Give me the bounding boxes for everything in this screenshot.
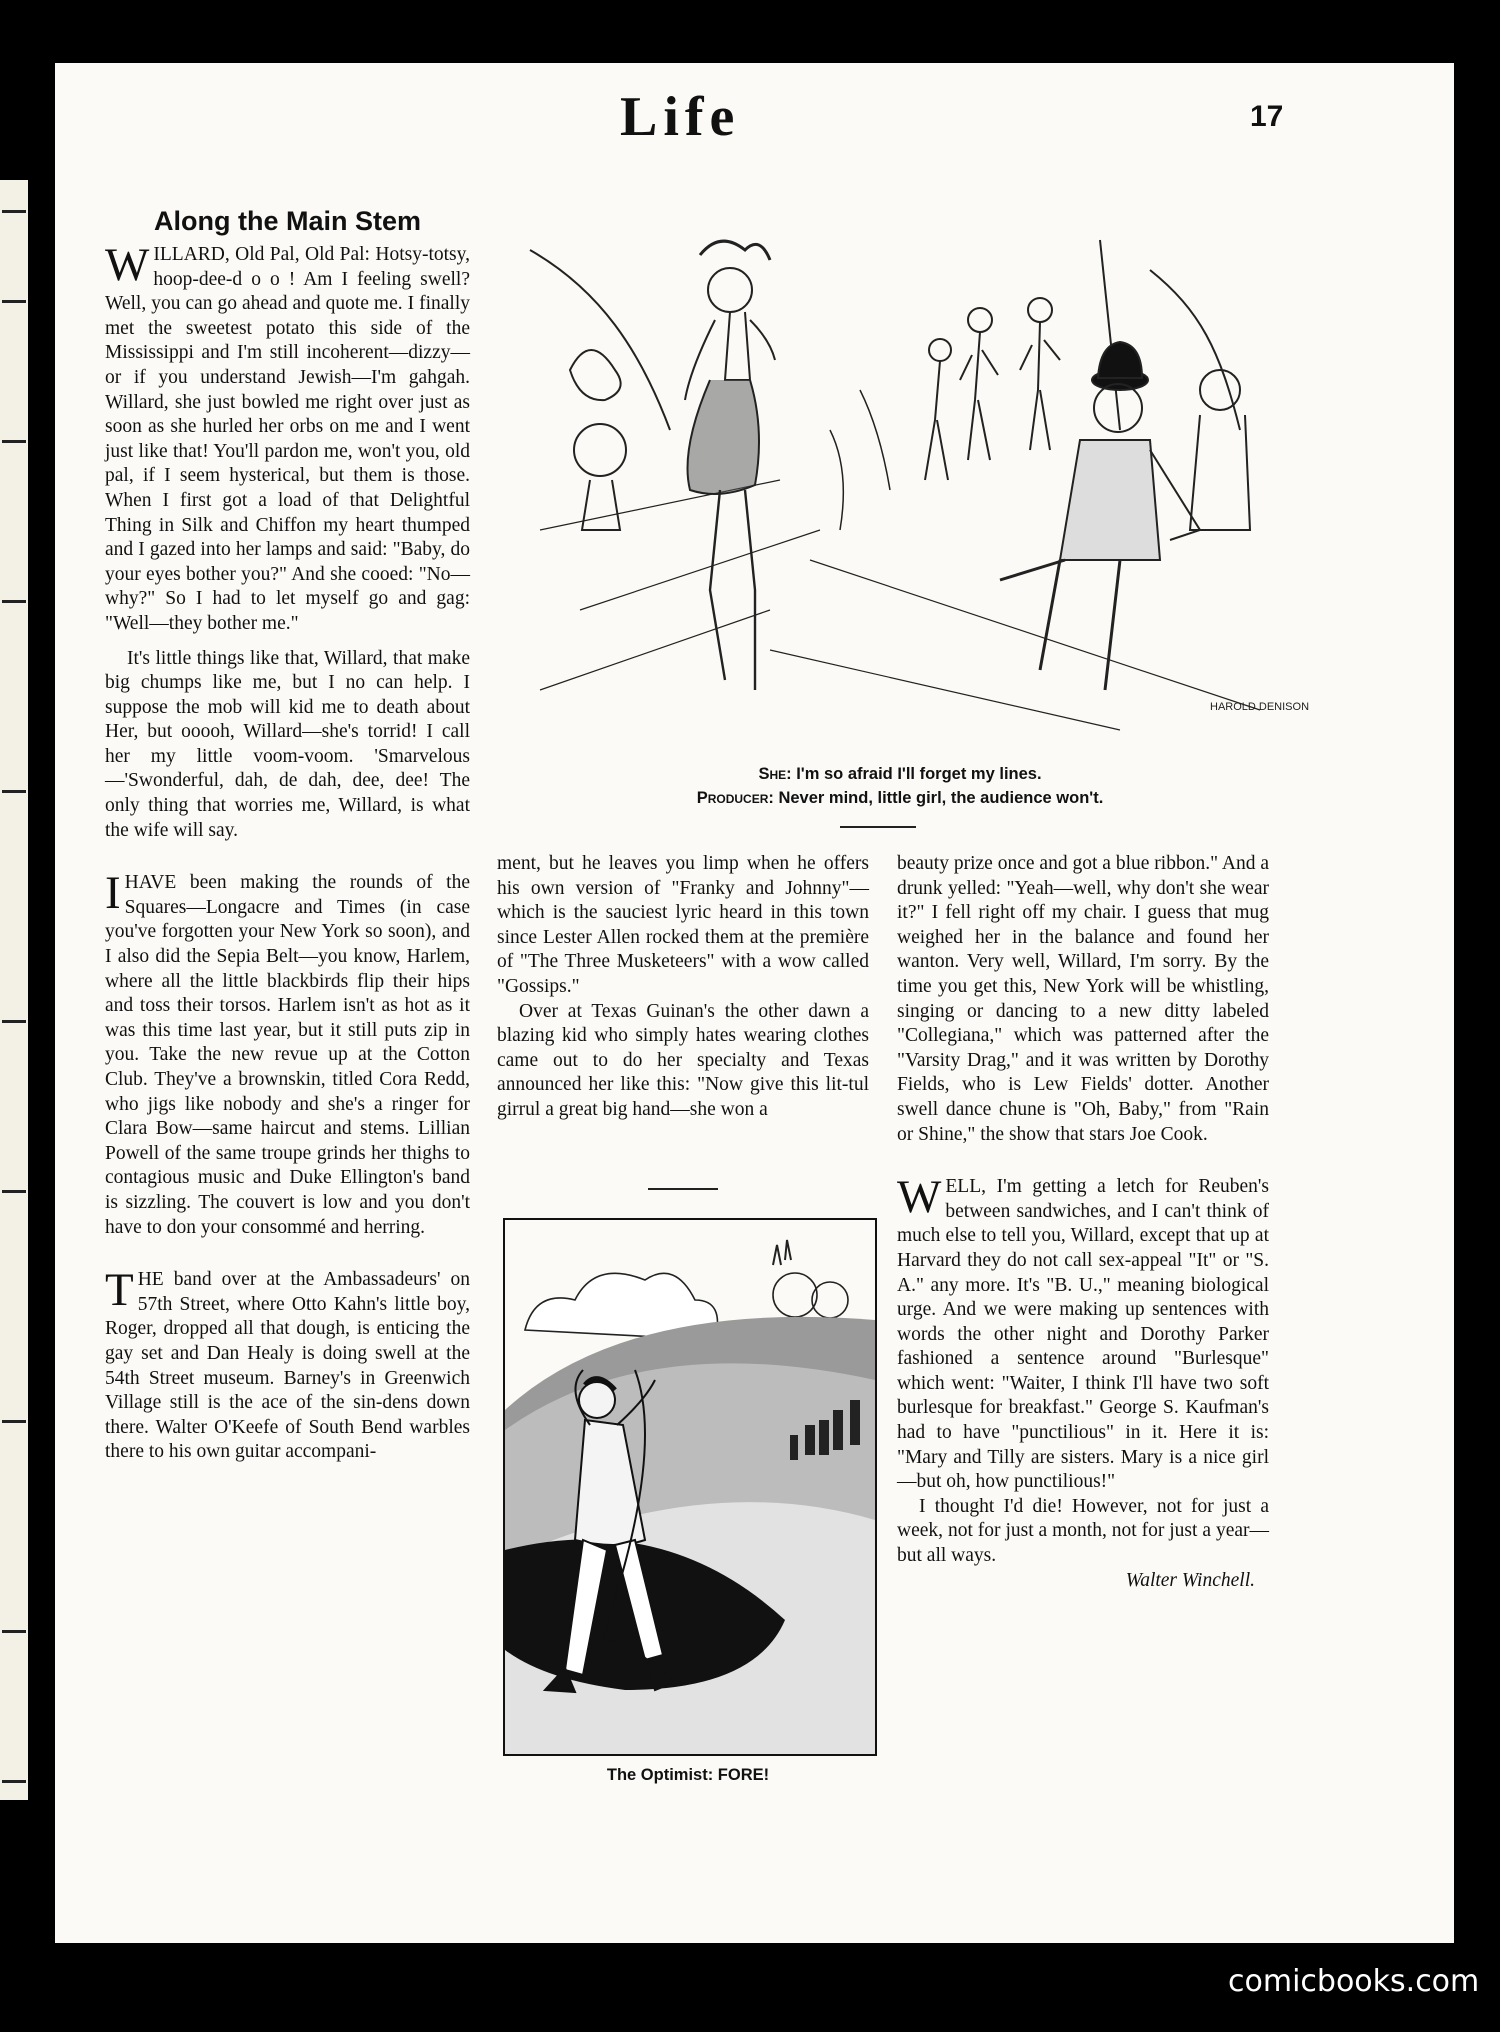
article-column-2 <box>497 852 869 1123</box>
article-title: Along the Main Stem <box>153 206 421 236</box>
adjacent-page-edge <box>0 180 28 1800</box>
caption-text: Never mind, little girl, the audience won't. <box>778 789 1104 807</box>
artist-signature: HAROLD DENISON <box>1210 701 1310 713</box>
site-watermark: comicbooks.com <box>1228 1964 1480 1999</box>
drop-cap: I <box>105 867 121 920</box>
paragraph: THE band over at the Ambassadeurs' on 57th Street, where Otto Kahn's little boy, Roger, dropped all that dough, is enticing the gay set and Dan Healy is doing swell at the 54th Street museum. Barney's in Greenwich Village still is the ace of the sin-dens down there. Walter O'Keefe of South Bend warbles there to his own guitar accompani- <box>105 1264 470 1463</box>
paragraph: WELL, I'm getting a letch for Reuben's between sandwiches, and I can't think of much else to tell you, Willard, except that up at Harvard they do not call sex-appeal "It" or "S. A." any more. It's "B. U.," meaning biological urge. And we were making up sentences with words the other night and Dorothy Parker fashioned a sentence around "Burlesque" which went: "Waiter, I think I'll have two soft burlesque for breakfast." George S. Kaufman's had to have "punctilious" in it. Here it is: "Mary and Tilly are sisters. Mary is a nice girl—but oh, how punctilious!" <box>897 1171 1269 1493</box>
cartoon-caption <box>520 762 1280 810</box>
masthead: Life <box>620 86 741 148</box>
cartoon-illustration-golf <box>503 1218 877 1756</box>
paragraph: I thought I'd die! However, not for just a week, not for just a month, not for just a year—but all ways. <box>897 1495 1269 1567</box>
drop-cap: T <box>105 1264 134 1317</box>
speaker-label: She: <box>758 765 792 783</box>
drop-cap: W <box>897 1171 942 1224</box>
article-column-3 <box>897 852 1269 1593</box>
page-number: 17 <box>1250 100 1284 133</box>
paragraph: IHAVE been making the rounds of the Squares—Longacre and Times (in case you've forgotten your New York so soon), and I also did the Sepia Belt—you know, Harlem, where all the little blackbirds flip their hips and toss their torsos. Harlem isn't as hot as it was this time last year, but it still puts zip in you. Take the new revue up at the Cotton Club. They've a brownskin, titled Cora Redd, who jigs like nobody and she's a ringer for Clara Bow—same haircut and stems. Lillian Powell of the same troupe grinds her thighs to contagious music and Duke Ellington's band is sizzling. The couvert is low and you don't have to don your consommé and herring. <box>105 867 470 1238</box>
caption-text: I'm so afraid I'll forget my lines. <box>796 765 1042 783</box>
divider <box>648 1188 718 1190</box>
paragraph: WILLARD, Old Pal, Old Pal: Hotsy-totsy, hoop-dee-d o o ! Am I feeling swell? Well, you can go ahead and quote me. I finally met the sweetest potato this side of the Mississippi and I'm still incoherent—dizzy—or if you understand Jewish—I'm gahgah. Willard, she just bowled me right over just as soon as she hurled her orbs on me and I went just like that! You'll pardon me, won't you, old pal, if I seem hysterical, but them is those. When I first got a load of that Delightful Thing in Silk and Chiffon my heart thumped and I gazed into her lamps and said: "Baby, do your eyes bother you?" And she cooed: "No—why?" So I had to let myself go and gag: "Well—they bother me." <box>105 239 470 634</box>
speaker-label: Producer: <box>696 789 774 807</box>
cartoon-illustration-stage <box>520 230 1310 742</box>
article-column-1 <box>105 205 470 1465</box>
paragraph: Over at Texas Guinan's the other dawn a blazing kid who simply hates wearing clothes came out to do her specialty and Texas announced her like this: "Now give this lit-tul girrul a great big hand—she won a <box>497 1000 869 1120</box>
cartoon-caption: The Optimist: FORE! <box>606 1766 770 1784</box>
author-signature: Walter Winchell. <box>1125 1569 1255 1591</box>
drop-cap: W <box>105 239 150 291</box>
paragraph: ment, but he leaves you limp when he offers his own version of "Franky and Johnny"—which is the sauciest lyric heard in this town since Lester Allen rocked them at the première of "The Three Musketeers" with a wow called "Gossips." <box>497 853 869 997</box>
divider <box>840 826 916 828</box>
paragraph: beauty prize once and got a blue ribbon." And a drunk yelled: "Yeah—well, why don't she wear it?" I fell right off my chair. I guess that mug weighed her in the balance and found her wanton. Very well, Willard, I'm sorry. By the time you get this, New York will be whistling, singing or dancing to a new ditty labeled "Collegiana," which was patterned after the "Varsity Drag," and it was written by Dorothy Fields, who is Lew Fields' dotter. Another swell dance chune is "Oh, Baby," from "Rain or Shine," the show that stars Joe Cook. <box>897 853 1269 1145</box>
paragraph: It's little things like that, Willard, that make big chumps like me, but I no can help. I suppose the mob will kid me to death about Her, but ooooh, Willard—she's torrid! I call her my little voom-voom. 'Smarvelous—'Swonderful, dah, de dah, dee, dee! The only thing that worries me, Willard, is what the wife will say. <box>105 647 470 841</box>
